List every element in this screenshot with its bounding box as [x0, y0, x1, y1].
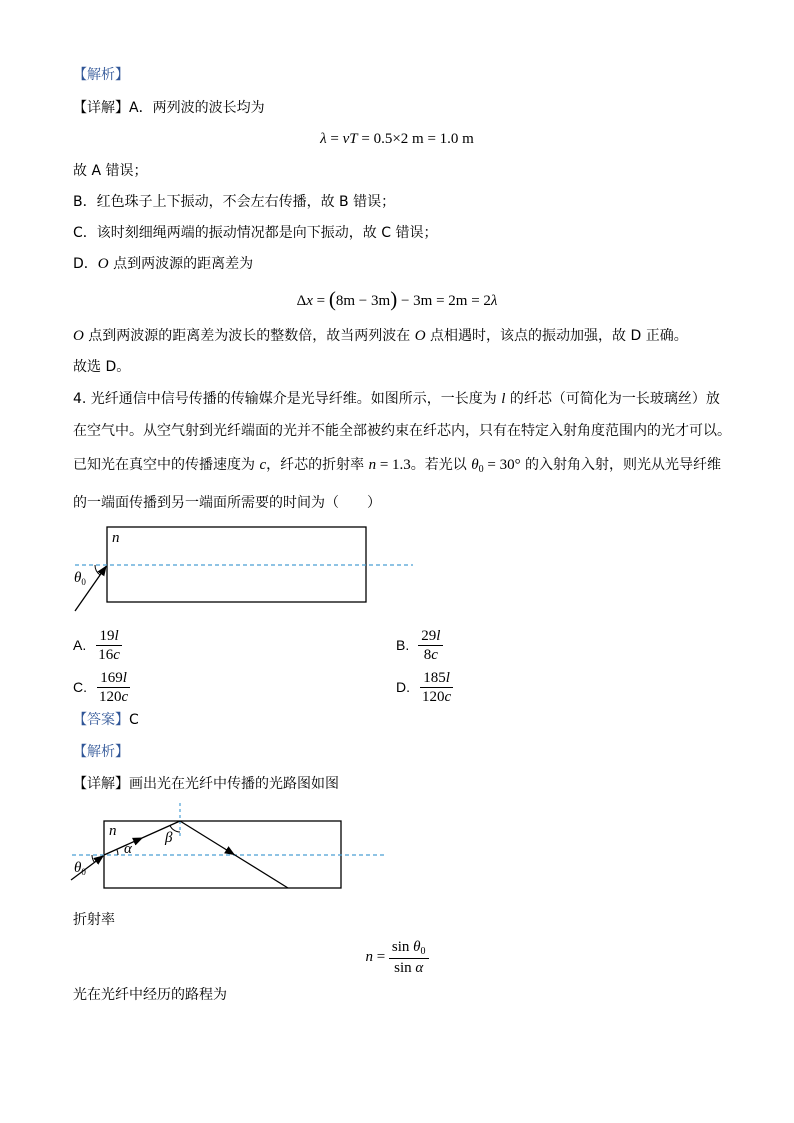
- solution-line-b: B．红色珠子上下振动，不会左右传播，故 B 错误；: [73, 194, 396, 210]
- detailed-solution-label: 【详解】: [73, 776, 129, 792]
- speed-variable: c: [259, 457, 267, 473]
- formula-equals: =: [312, 293, 329, 309]
- solution-line-c: C．该时刻细绳两端的振动情况都是向下振动，故 C 错误；: [73, 225, 438, 241]
- fraction-denominator: [391, 959, 426, 976]
- option-a: [73, 627, 123, 663]
- solution-line-d: [73, 255, 253, 273]
- theta-subscript: 0: [81, 867, 86, 877]
- point-o: O: [414, 328, 426, 344]
- fraction-denominator: [95, 646, 123, 663]
- fraction-numerator: [420, 670, 453, 688]
- option-fraction: [418, 628, 443, 663]
- q4-text-2: 的纤芯（可简化为一长玻璃丝）放: [505, 391, 720, 407]
- option-fraction: [96, 670, 131, 705]
- option-letter: B.: [396, 637, 410, 653]
- option-d: [396, 669, 454, 705]
- q4-text-4: ，纤芯的折射率: [266, 457, 369, 473]
- option-letter: D.: [396, 679, 410, 695]
- option-fraction: [95, 628, 123, 663]
- theta-symbol: θ: [74, 570, 82, 586]
- question-4-line-1: [73, 390, 720, 408]
- analysis-label: 【解析】: [73, 744, 129, 760]
- theta-subscript: 0: [81, 577, 86, 587]
- numerator-variable: l: [114, 627, 119, 644]
- fraction-denominator: [96, 688, 131, 705]
- solution-d-conclusion: [73, 327, 688, 345]
- formula-vt: vT: [342, 131, 358, 147]
- solution-line-a: [73, 99, 265, 117]
- option-fraction: [419, 670, 454, 705]
- denominator-number: 16: [98, 646, 114, 663]
- beta-label: β: [165, 830, 173, 846]
- question-4-line-2: 在空气中。从空气射到光纤端面的光并不能全部被约束在纤芯内，只有在特定入射角度范围内的光才可以。: [73, 423, 731, 439]
- numerator-variable: l: [436, 627, 441, 644]
- sin-function: sin: [394, 960, 416, 976]
- length-variable: l: [501, 391, 506, 407]
- theta-label: [74, 570, 86, 587]
- formula-equals: =: [372, 949, 389, 965]
- incidence-angle-arc: [95, 565, 100, 575]
- conclusion-text-1: 点到两波源的距离差为波长的整数倍，故当两列波在: [83, 328, 415, 344]
- sin-function: sin: [391, 939, 414, 955]
- alpha-symbol: α: [415, 960, 424, 976]
- option-letter: C.: [73, 679, 87, 695]
- formula-n: n: [365, 949, 373, 965]
- fraction-numerator: [97, 670, 130, 688]
- distance-difference-formula: [0, 285, 794, 314]
- fiber-figure: [0, 515, 440, 625]
- formula-delta: Δ: [296, 293, 307, 309]
- index-variable: n: [368, 457, 377, 473]
- detailed-solution-line: [73, 775, 339, 793]
- formula-fraction: [389, 939, 429, 976]
- formula-lambda: λ: [320, 131, 327, 147]
- light-path-figure: [0, 795, 440, 900]
- point-o: O: [97, 256, 109, 272]
- formula-left-paren: (: [328, 287, 336, 311]
- fraction-numerator: [96, 628, 121, 646]
- refraction-angle-arc: [117, 849, 118, 855]
- detailed-solution-text: 画出光在光纤中传播的光路图如图: [129, 776, 339, 792]
- numerator-number: 19: [99, 627, 115, 644]
- denominator-number: 120: [422, 688, 445, 705]
- fraction-denominator: [419, 688, 454, 705]
- answer-line: [73, 711, 139, 729]
- index-label: n: [109, 823, 117, 839]
- denominator-variable: c: [431, 646, 438, 663]
- index-label: n: [112, 530, 120, 546]
- theta-symbol: θ: [471, 457, 479, 473]
- index-value: = 1.3: [376, 457, 411, 473]
- refractive-index-formula: [0, 939, 794, 976]
- formula-rest: = 0.5×2 m = 1.0 m: [357, 131, 474, 147]
- angle-value: = 30°: [483, 457, 521, 473]
- option-c: [73, 669, 131, 705]
- formula-x: x: [306, 293, 313, 309]
- formula-row: [365, 939, 428, 976]
- incidence-angle-arc: [92, 855, 94, 862]
- refractive-index-label: 折射率: [73, 912, 115, 928]
- denominator-variable: c: [121, 688, 129, 705]
- denominator-number: 120: [99, 688, 122, 705]
- option-b: [396, 627, 443, 663]
- conclusion-text-2: 点相遇时，该点的振动加强，故 D 正确。: [425, 328, 688, 344]
- alpha-label: α: [124, 841, 132, 857]
- final-choice: 故选 D。: [73, 359, 131, 375]
- formula-right-paren: ): [390, 287, 398, 311]
- answer-value: C: [129, 712, 139, 728]
- numerator-variable: l: [445, 669, 450, 686]
- detailed-solution-label: 【详解】: [73, 100, 129, 116]
- formula-inner: 8m − 3m: [335, 293, 391, 309]
- denominator-variable: c: [444, 688, 452, 705]
- wavelength-formula: [0, 130, 794, 148]
- solution-d-text: 点到两波源的距离差为: [108, 256, 254, 272]
- solution-a-conclusion: 故 A 错误；: [73, 163, 148, 179]
- analysis-label: 【解析】: [73, 67, 129, 83]
- q4-text-1: 4. 光纤通信中信号传播的传输媒介是光导纤维。如图所示，一长度为: [73, 391, 502, 407]
- q4-text-5: 。若光以: [410, 457, 472, 473]
- point-o: O: [73, 328, 84, 344]
- theta-symbol: θ: [413, 939, 421, 955]
- numerator-number: 29: [421, 627, 437, 644]
- fraction-numerator: [389, 939, 429, 959]
- solution-a-text: A．两列波的波长均为: [129, 100, 265, 116]
- fraction-denominator: [421, 646, 441, 663]
- option-letter: A.: [73, 637, 87, 653]
- answer-label: 【答案】: [73, 712, 129, 728]
- q4-text-6: 的入射角入射，则光从光导纤维: [520, 457, 722, 473]
- denominator-number: 8: [423, 646, 432, 663]
- question-4-line-3: [73, 456, 721, 476]
- question-4-line-4: 的一端面传播到另一端面所需要的时间为（ ）: [73, 495, 381, 511]
- theta-symbol: θ: [74, 860, 82, 876]
- fraction-numerator: [418, 628, 443, 646]
- theta-subscript: 0: [478, 464, 484, 475]
- formula-equals: =: [326, 131, 343, 147]
- formula-lambda: λ: [490, 293, 498, 309]
- solution-d-prefix: D．: [73, 256, 98, 272]
- formula-rest: − 3m = 2m = 2: [397, 293, 491, 309]
- numerator-variable: l: [122, 669, 127, 686]
- numerator-number: 185: [423, 669, 446, 686]
- theta-label: [74, 860, 86, 877]
- numerator-number: 169: [100, 669, 123, 686]
- q4-text-3: 已知光在真空中的传播速度为: [73, 457, 260, 473]
- denominator-variable: c: [113, 646, 120, 663]
- path-length-text: 光在光纤中经历的路程为: [73, 987, 227, 1003]
- theta-subscript: 0: [420, 946, 426, 957]
